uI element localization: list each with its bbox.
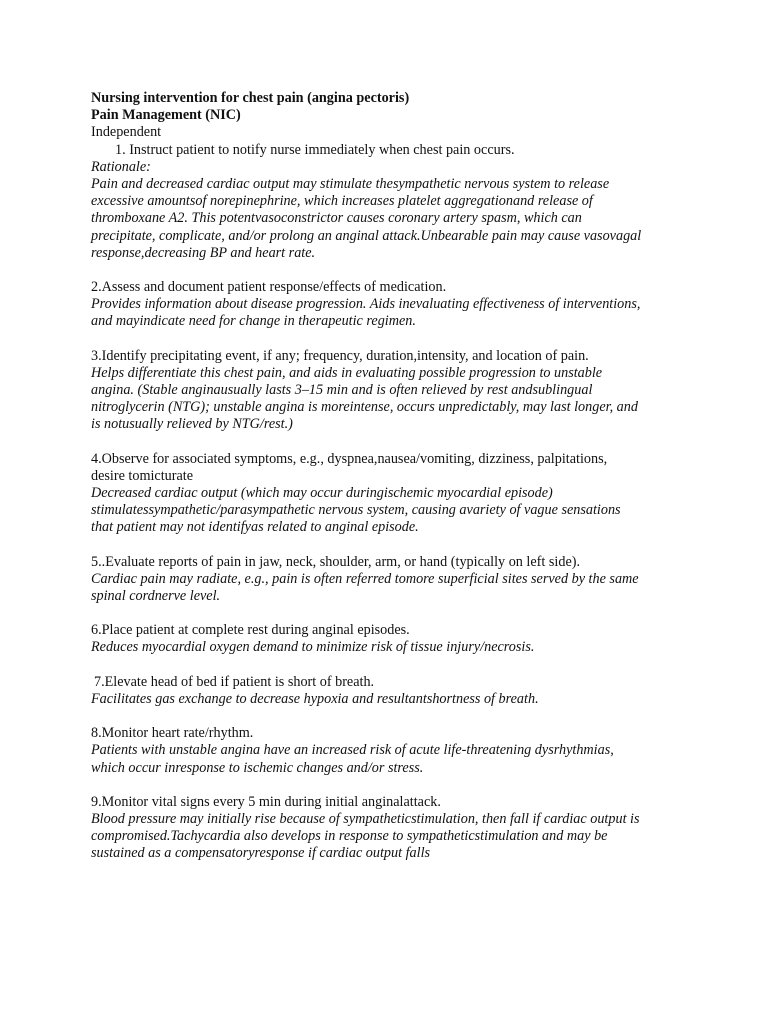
item-9-rationale-line: compromised.Tachycardia also develops in response to sympatheticstimulation and may be	[91, 828, 608, 845]
item-2-instruction: 2.Assess and document patient response/effects of medication.	[91, 279, 447, 296]
category-label: Independent	[91, 124, 162, 141]
paragraph-spacer	[91, 331, 691, 348]
item-1-instruction: 1. Instruct patient to notify nurse immediately when chest pain occurs.	[115, 141, 515, 158]
item-3-rationale-line: is notusually relieved by NTG/rest.)	[91, 416, 293, 433]
item-3-rationale-line: nitroglycerin (NTG); unstable angina is moreintense, occurs unpredictably, may last longer, and	[91, 399, 638, 416]
item-1-rationale-line: Pain and decreased cardiac output may stimulate thesympathetic nervous system to release	[91, 176, 610, 193]
item-3-instruction: 3.Identify precipitating event, if any; frequency, duration,intensity, and location of pain.	[91, 347, 589, 364]
item-1-rationale-line: precipitate, complicate, and/or prolong an anginal attack.Unbearable pain may cause vasovagal	[91, 227, 642, 244]
paragraph-spacer	[91, 262, 691, 279]
paragraph-spacer	[91, 537, 691, 554]
item-1-rationale-line: response,decreasing BP and heart rate.	[91, 244, 316, 261]
item-4-rationale-line: that patient may not identifyas related to anginal episode.	[91, 519, 419, 536]
item-4-rationale-line: Decreased cardiac output (which may occur duringischemic myocardial episode)	[91, 485, 553, 502]
item-5-rationale-line: spinal cordnerve level.	[91, 588, 221, 605]
item-7-instruction: 7.Elevate head of bed if patient is short of breath.	[94, 673, 375, 690]
paragraph-spacer	[91, 605, 691, 622]
item-3-rationale-line: angina. (Stable anginausually lasts 3–15 min and is often relieved by rest andsublingual	[91, 382, 593, 399]
item-9-instruction: 9.Monitor vital signs every 5 min during initial anginalattack.	[91, 793, 441, 810]
item-6-rationale-line: Reduces myocardial oxygen demand to minimize risk of tissue injury/necrosis.	[91, 639, 535, 656]
paragraph-spacer	[91, 708, 691, 725]
item-4-instruction-line: 4.Observe for associated symptoms, e.g., dyspnea,nausea/vomiting, dizziness, palpitations,	[91, 450, 608, 467]
item-8-instruction: 8.Monitor heart rate/rhythm.	[91, 725, 254, 742]
item-9-rationale-line: Blood pressure may initially rise because of sympatheticstimulation, then fall if cardiac output is	[91, 810, 640, 827]
item-5-rationale-line: Cardiac pain may radiate, e.g., pain is often referred tomore superficial sites served by the same	[91, 570, 639, 587]
item-9-rationale-line: sustained as a compensatoryresponse if cardiac output falls	[91, 845, 431, 862]
item-6-instruction: 6.Place patient at complete rest during anginal episodes.	[91, 622, 410, 639]
item-3-rationale-line: Helps differentiate this chest pain, and aids in evaluating possible progression to unstable	[91, 364, 603, 381]
document-subtitle: Pain Management (NIC)	[91, 107, 241, 124]
item-4-instruction-line: desire tomicturate	[91, 467, 194, 484]
item-4-rationale-line: stimulatessympathetic/parasympathetic nervous system, causing avariety of vague sensations	[91, 502, 621, 519]
item-8-rationale-line: which occur inresponse to ischemic changes and/or stress.	[91, 759, 424, 776]
rationale-label: Rationale:	[91, 158, 151, 175]
paragraph-spacer	[91, 657, 691, 674]
item-7-rationale-line: Facilitates gas exchange to decrease hypoxia and resultantshortness of breath.	[91, 690, 539, 707]
item-1-rationale-line: thromboxane A2. This potentvasoconstrictor causes coronary artery spasm, which can	[91, 210, 582, 227]
document-page	[91, 90, 691, 863]
document-title: Nursing intervention for chest pain (angina pectoris)	[91, 90, 410, 106]
item-1-rationale-line: excessive amountsof norepinephrine, which increases platelet aggregationand release of	[91, 193, 593, 210]
item-8-rationale-line: Patients with unstable angina have an increased risk of acute life-threatening dysrhythmias,	[91, 742, 614, 759]
paragraph-spacer	[91, 777, 691, 794]
item-5-instruction: 5..Evaluate reports of pain in jaw, neck, shoulder, arm, or hand (typically on left side).	[91, 553, 581, 570]
paragraph-spacer	[91, 434, 691, 451]
item-2-rationale-line: Provides information about disease progression. Aids inevaluating effectiveness of interventions,	[91, 296, 641, 313]
item-2-rationale-line: and mayindicate need for change in therapeutic regimen.	[91, 313, 416, 330]
